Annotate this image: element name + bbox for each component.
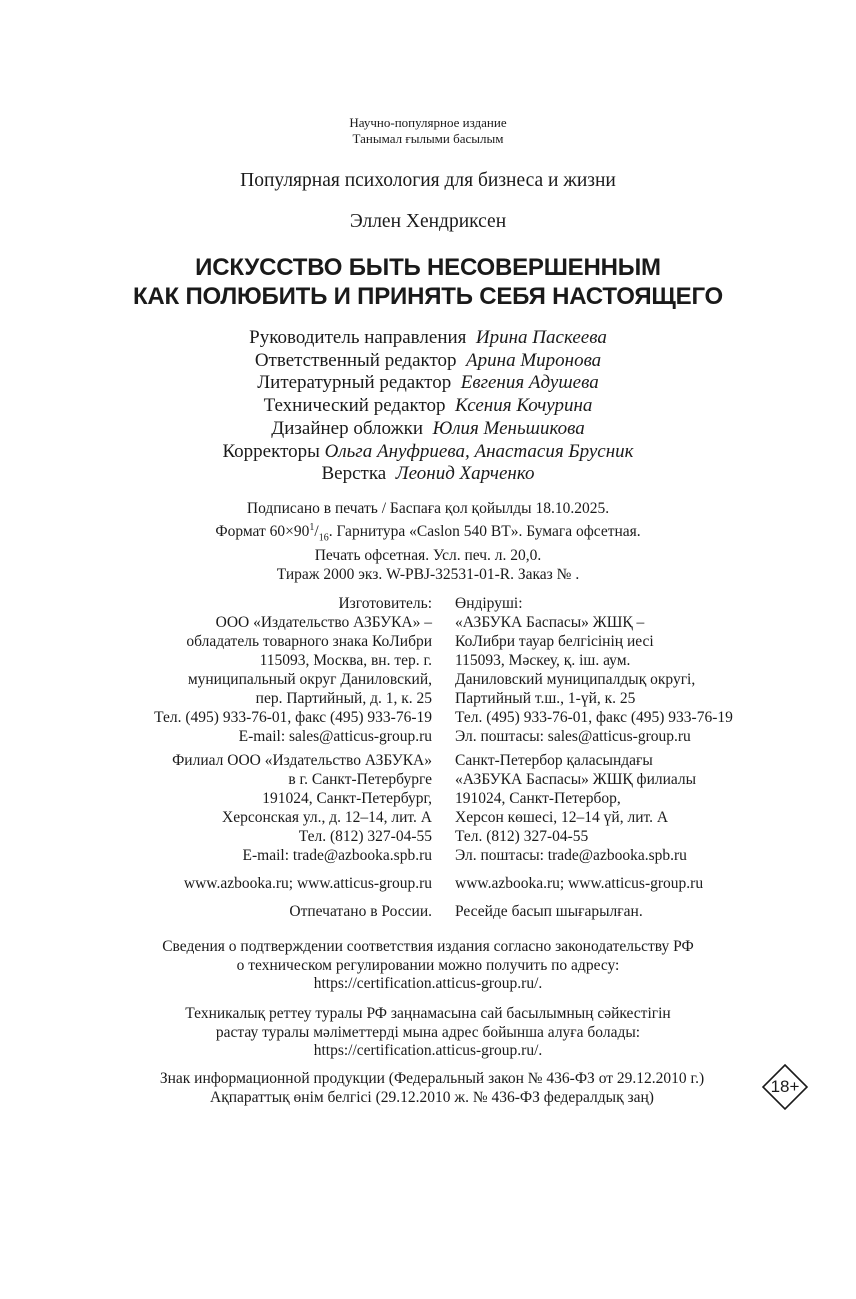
manufacturer-ru [154, 594, 432, 746]
age-notice [60, 1070, 804, 1107]
manufacturer-ru-line: обладатель товарного знака КоЛибри [186, 633, 432, 650]
credit-role: Корректоры [222, 440, 320, 462]
cert-ru-line: о техническом регулировании можно получить по адресу: [236, 956, 620, 974]
credits-list [0, 327, 856, 486]
format-num: 1 [309, 521, 315, 533]
branch-ru [172, 751, 432, 865]
manufacturer-kz-line: Эл. поштасы: sales@atticus-group.ru [455, 728, 691, 745]
branch-kz-line: Эл. поштасы: trade@azbooka.spb.ru [455, 847, 687, 864]
format-den: 16 [318, 531, 329, 543]
genre-kz: Танымал ғылыми басылым [352, 131, 504, 146]
age-notice-ru: Знак информационной продукции (Федеральный закон № 436-ФЗ от 29.12.2010 г.) [159, 1070, 705, 1087]
credit-role: Технический редактор [263, 395, 446, 417]
run-line: Тираж 2000 экз. W-PBJ-32531-01-R. Заказ № . [276, 565, 580, 583]
manufacturer-kz-line: Даниловский муниципалдық округі, [455, 671, 696, 688]
certification-kz [0, 1005, 856, 1061]
branch-ru-line: 191024, Санкт-Петербург, [262, 790, 432, 807]
manufacturer-ru-line: Тел. (495) 933-76-01, факс (495) 933-76-19 [154, 709, 432, 726]
age-rating-label: 18+ [770, 1077, 800, 1096]
genre-block [0, 115, 856, 147]
branch-kz-line: 191024, Санкт-Петербор, [455, 790, 621, 807]
format-suffix: . Гарнитура «Caslon 540 BT». Бумага офсетная. [328, 522, 641, 540]
credit-role: Ответственный редактор [254, 349, 457, 371]
manufacturer-kz-line: Партийный т.ш., 1-үй, к. 25 [455, 690, 636, 707]
web-kz: www.azbooka.ru; www.atticus-group.ru [455, 875, 704, 892]
branch-ru-line: в г. Санкт-Петербурге [288, 771, 432, 788]
branch-ru-line: Филиал ООО «Издательство АЗБУКА» [172, 752, 432, 769]
genre-ru: Научно-популярное издание [349, 115, 507, 130]
credit-role: Верстка [321, 463, 387, 485]
format-prefix: Формат 60×90 [215, 522, 310, 540]
credit-name: Арина Миронова [466, 349, 602, 371]
credit-line [0, 418, 856, 441]
printed-ru: Отпечатано в России. [289, 903, 432, 920]
credit-line [0, 395, 856, 418]
credit-role: Руководитель направления [249, 327, 467, 348]
branch-kz-line: Тел. (812) 327-04-55 [455, 828, 589, 845]
title-line-1: ИСКУССТВО БЫТЬ НЕСОВЕРШЕННЫМ [195, 254, 661, 281]
manufacturer-ru-line: Изготовитель: [338, 595, 432, 612]
manufacturer-kz-line: КоЛибри тауар белгісінің иесі [455, 633, 654, 650]
cert-kz-line: https://certification.atticus-group.ru/. [313, 1042, 543, 1059]
branch-kz-line: Херсон көшесі, 12–14 үй, лит. А [455, 809, 669, 826]
certification-ru [0, 938, 856, 994]
credit-name: Ирина Паскеева [475, 327, 607, 348]
credit-line [0, 350, 856, 373]
cert-ru-line: https://certification.atticus-group.ru/. [313, 975, 543, 992]
manufacturer-ru-line: муниципальный округ Даниловский, [187, 671, 432, 688]
credit-name: Ольга Ануфриева, Анастасия Брусник [324, 440, 634, 462]
manufacturer-ru-line: ООО «Издательство АЗБУКА» – [215, 614, 432, 631]
age-rating-badge [762, 1064, 808, 1110]
manufacturer-kz-line: 115093, Мәскеу, қ. іш. аум. [455, 652, 631, 669]
title-line-2: КАК ПОЛЮБИТЬ И ПРИНЯТЬ СЕБЯ НАСТОЯЩЕГО [132, 283, 724, 310]
series-name: Популярная психология для бизнеса и жизни [240, 170, 616, 191]
credit-role: Дизайнер обложки [271, 417, 424, 439]
branch-ru-line: Тел. (812) 327-04-55 [298, 828, 432, 845]
cert-ru-line: Сведения о подтверждении соответствия издания согласно законодательству РФ [162, 938, 694, 955]
imprint-block [0, 500, 856, 584]
credit-line [0, 372, 856, 395]
credit-role: Литературный редактор [257, 372, 452, 394]
print-line: Печать офсетная. Усл. печ. л. 20,0. [314, 547, 542, 565]
credit-name: Ксения Кочурина [455, 395, 593, 417]
book-title [0, 253, 856, 311]
cert-kz-line: растау туралы мәліметтерді мына адрес бойынша алуға болады: [215, 1023, 641, 1041]
manufacturer-kz-line: Өндіруші: [455, 595, 523, 612]
manufacturer-kz-line: «АЗБУКА Баспасы» ЖШҚ – [455, 614, 645, 631]
signed-date: Подписано в печать / Баспаға қол қойылды 18.10.2025. [246, 500, 610, 517]
manufacturer-kz [455, 594, 733, 746]
credit-name: Юлия Меньшикова [432, 417, 585, 439]
manufacturer-ru-line: E-mail: sales@atticus-group.ru [238, 728, 432, 745]
branch-ru-line: Херсонская ул., д. 12–14, лит. А [222, 809, 432, 826]
credit-name: Леонид Харченко [395, 463, 535, 485]
manufacturer-ru-line: 115093, Москва, вн. тер. г. [259, 652, 432, 669]
web-ru: www.azbooka.ru; www.atticus-group.ru [183, 875, 432, 892]
manufacturer-ru-line: пер. Партийный, д. 1, к. 25 [255, 690, 432, 707]
printed-kz: Ресейде басып шығарылған. [455, 903, 643, 920]
cert-kz-line: Техникалық реттеу туралы РФ заңнамасына сай басылымның сәйкестігін [185, 1005, 671, 1022]
branch-kz-line: Санкт-Петербор қаласындағы [455, 752, 653, 769]
credit-line [0, 441, 856, 464]
age-notice-kz: Ақпараттық өнім белгісі (29.12.2010 ж. № 436-ФЗ федералдық заң) [210, 1088, 654, 1106]
credit-line [0, 327, 856, 350]
author-name: Эллен Хендриксен [349, 211, 507, 232]
credit-line [0, 463, 856, 486]
credit-name: Евгения Адушева [460, 372, 599, 394]
format-line: Формат $60\times 90^1/_{16}$. Гарнитура «Caslon 540 BT». Бумага офсетная. [215, 521, 641, 543]
manufacturer-kz-line: Тел. (495) 933-76-01, факс (495) 933-76-19 [455, 709, 733, 726]
branch-ru-line: E-mail: trade@azbooka.spb.ru [242, 847, 432, 864]
branch-kz [455, 751, 696, 865]
branch-kz-line: «АЗБУКА Баспасы» ЖШҚ филиалы [455, 771, 697, 788]
